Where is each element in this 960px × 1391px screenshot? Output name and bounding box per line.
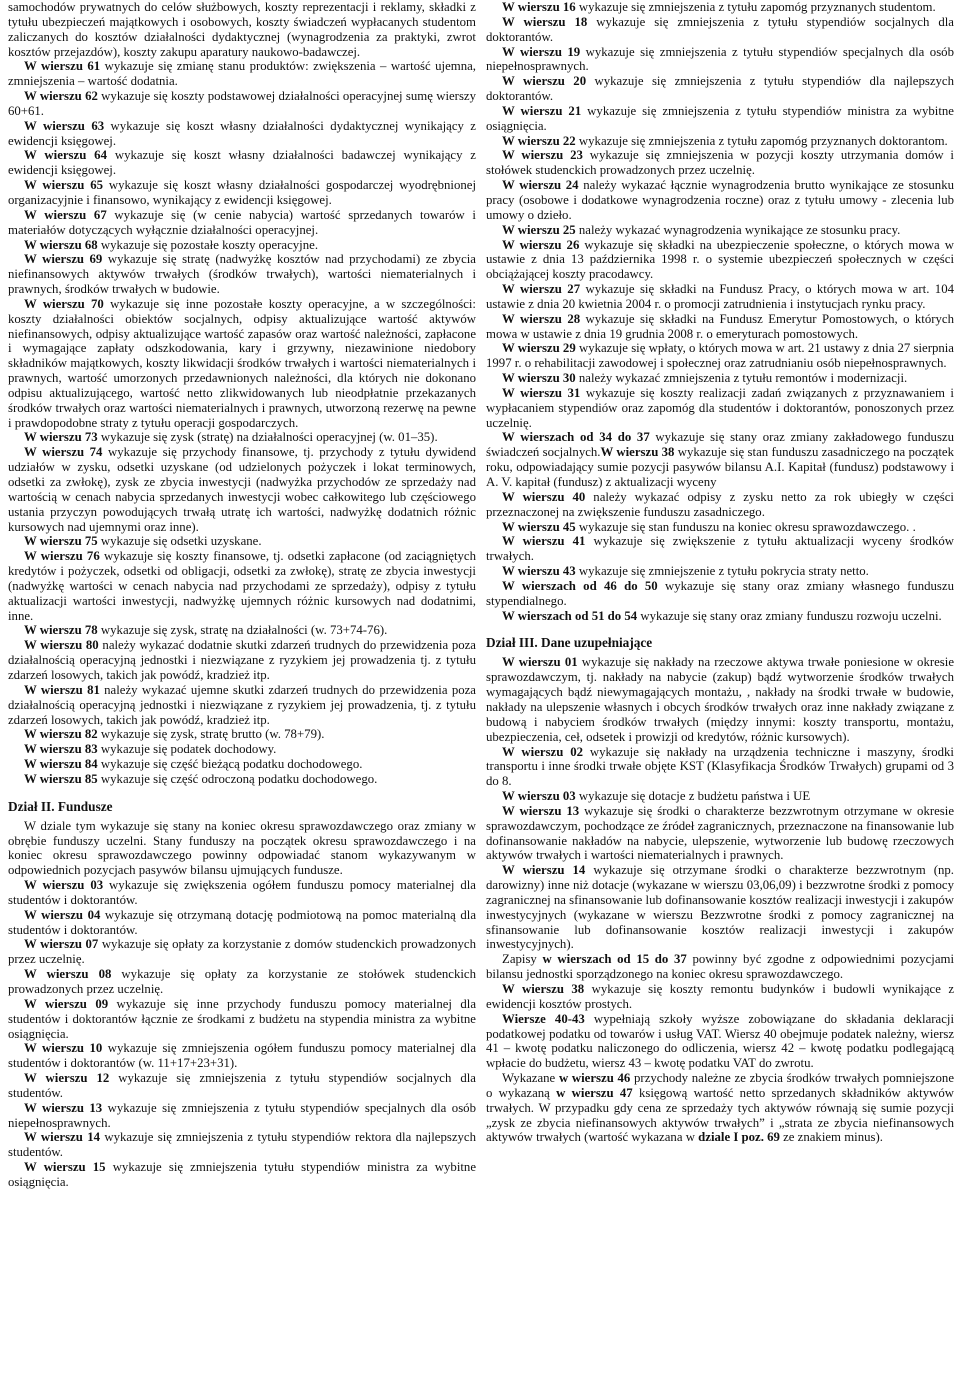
- paragraph: [8, 1160, 476, 1190]
- row-reference: W wierszu 24: [502, 178, 579, 193]
- row-reference: Wiersze 40-43: [502, 1011, 585, 1026]
- row-reference: W wierszu 28: [502, 311, 581, 326]
- paragraph-text: wykazuje się otrzymane środki o charakterze bezzwrotnym (np. darowizny) inne niż dotacje (wykazane w wierszu 03,06,09) i bezzwrotne środki z pomocy zagranicznej na sfinansowanie lub dofinansowanie kosztów realizacji inwestycji i zakupów inwestycyjnych (wykazane w wierszu Bezzwrotne środki z pomocy zagranicznej na sfinansowanie lub dofinansowanie kosztów realizacji inwestycji i zakupów inwestycyjnych).: [486, 863, 954, 952]
- paragraph: [486, 745, 954, 790]
- paragraph-text: wykazuje się wpłaty, o których mowa w art. 21 ustawy z dnia 27 sierpnia 1997 r. o rehabilitacji zawodowej i społecznej oraz zatrudnianiu osób niepełnosprawnych.: [486, 341, 954, 371]
- paragraph-text: Wykazane: [502, 1071, 559, 1086]
- paragraph-text: wykazuje się zmniejszenia w pozycji koszty utrzymania domów i stołówek studenckich prowadzonych przez uczelnię.: [486, 148, 954, 178]
- paragraph: [486, 789, 954, 804]
- row-reference: W wierszu 68: [24, 237, 98, 252]
- row-reference: W wierszu 13: [24, 1100, 103, 1115]
- paragraph: [486, 223, 954, 238]
- paragraph-text: wykazuje się (w cenie nabycia) wartość sprzedanych towarów i materiałów dotyczących wyłącznie działalności operacyjnej.: [8, 207, 476, 237]
- paragraph-text: wykazuje się stany oraz zmiany zakładowego funduszu świadczeń socjalnych.: [486, 430, 954, 460]
- paragraph: [8, 997, 476, 1042]
- paragraph: [8, 819, 476, 878]
- paragraph: [486, 178, 954, 223]
- row-reference: W wierszu 40: [502, 489, 586, 504]
- two-column-layout: [8, 0, 954, 1190]
- paragraph: [486, 804, 954, 863]
- paragraph-text: wykazuje się stan funduszu zasadniczego na początek roku, odpowiadający sumie pozycji pasywów bilansu A.I. Kapitał (fundusz) podstawowy i A. V. kapitał (fundusz) z aktualizacji wyceny: [486, 445, 954, 489]
- row-reference: W wierszu 03: [24, 878, 104, 893]
- row-reference: W wierszu 69: [24, 252, 103, 267]
- paragraph-text: księgową wartość netto sprzedanych składników aktywów trwałych. W przypadku gdy cena ze sprzedaży tych aktywów równają się sumie pozycji „zysk ze zbycia niefinansowych aktywów trwałych” i „strata ze zbycia niefinansowych aktywów trwałych (wartość wykazana w: [486, 1085, 954, 1145]
- row-reference: W wierszu 03: [502, 789, 576, 804]
- row-reference: W wierszu 78: [24, 623, 98, 638]
- paragraph: [486, 534, 954, 564]
- paragraph: [486, 282, 954, 312]
- paragraph: [8, 1071, 476, 1101]
- paragraph: [486, 490, 954, 520]
- paragraph: [486, 148, 954, 178]
- paragraph: [486, 982, 954, 1012]
- paragraph-text: wykazuje się zwiększenie z tytułu aktualizacji wyceny środków trwałych.: [486, 534, 954, 564]
- paragraph-text: wykazuje się koszt własny działalności gospodarczej wyodrębnionej organizacyjnie i finansowo, wynikający z ewidencji księgowej.: [8, 178, 476, 207]
- row-reference: W wierszu 82: [24, 727, 98, 742]
- row-reference: dziale I poz. 69: [698, 1130, 780, 1145]
- row-reference: W wierszu 76: [24, 549, 100, 564]
- paragraph-text: wykazuje się zmniejszenia z tytułu stypendiów rektora dla najlepszych studentów.: [8, 1130, 476, 1160]
- paragraph-text: wykazuje się część bieżącą podatku dochodowego.: [97, 757, 363, 772]
- paragraph: [8, 1130, 476, 1160]
- paragraph: [8, 937, 476, 967]
- paragraph-text: wykazuje się koszty finansowe, tj. odsetki zapłacone (od zaciągniętych kredytów i pożyczek, odsetki od obligacji, odsetki za zwłokę), stratę ze zbycia inwestycji (nadwyżkę wartości w cenach nabycia nad przychodami ze sprzedaży), odpisy z tytułu aktualizacji wartości inwestycji, nadwyżkę ujemnych różnic kursowych nad dodatnimi, inne.: [8, 549, 476, 623]
- paragraph-text: wykazuje się zmniejszenia z tytułu stypendiów socjalnych dla doktorantów.: [486, 14, 954, 44]
- paragraph: [8, 549, 476, 623]
- row-reference: W wierszu 80: [24, 638, 99, 653]
- paragraph-text: wykazuje się koszt własny działalności dydaktycznej wynikający z ewidencji księgowej.: [8, 118, 476, 148]
- paragraph-text: wykazuje się środki o charakterze bezzwrotnym otrzymane w okresie sprawozdawczym, pochodzące ze źródeł zagranicznych, przeznaczone na finansowanie lub dofinansowanie nakładów na nabycie, ulepszenie, wytworzenie lub budowę rzeczowych aktywów trwałych i wartości niematerialnych i prawnych.: [486, 803, 954, 863]
- paragraph: [8, 772, 476, 787]
- row-reference: W wierszu 29: [502, 341, 576, 356]
- row-reference: W wierszu 41: [502, 534, 586, 549]
- row-reference: W wierszu 81: [24, 682, 100, 697]
- paragraph-text: wykazuje się zmniejszenia z tytułu zapomóg przyznanych doktorantom.: [575, 133, 948, 148]
- row-reference: W wierszu 25: [502, 222, 576, 237]
- row-reference: W wierszu 63: [24, 118, 105, 133]
- paragraph-text: samochodów prywatnych do celów służbowych, koszty reprezentacji i reklamy, składki z tytułu ubezpieczeń majątkowych i osobowych, koszty świadczeń wypłacanych studentom zaliczanych do kosztów działalności dydaktycznej (wynagrodzenia za praktyki, zwrot kosztów przejazdów), koszty zakupu aparatury naukowo-badawczej.: [8, 0, 476, 59]
- row-reference: W wierszu 61: [24, 59, 101, 74]
- row-reference: W wierszu 19: [502, 44, 581, 59]
- paragraph: [486, 341, 954, 371]
- paragraph: [486, 430, 954, 489]
- paragraph: [486, 371, 954, 386]
- paragraph-text: W dziale tym wykazuje się stany na koniec okresu sprawozdawczego oraz zmiany w obrębie funduszy uczelni. Stany funduszy na początek okresu sprawozdawczego i na koniec okresu sprawozdawczego powinny odpowiadać stanom wykazywanym w odpowiednich pozycjach pasywów bilansu ujmujących fundusze.: [8, 818, 476, 878]
- row-reference: W wierszu 30: [502, 371, 576, 386]
- paragraph: [8, 908, 476, 938]
- row-reference: W wierszu 65: [24, 178, 104, 193]
- row-reference: W wierszu 16: [502, 0, 576, 14]
- paragraph-text: wykazuje się stany oraz zmiany własnego funduszu stypendialnego.: [486, 578, 954, 608]
- row-reference: W wierszu 73: [24, 430, 98, 445]
- row-reference: W wierszu 75: [24, 534, 98, 549]
- paragraph: [8, 638, 476, 683]
- paragraph-text: wykazuje się zmniejszenia tytułu stypendiów ministra za wybitne osiągnięcia.: [8, 1160, 477, 1189]
- paragraph: [486, 655, 954, 744]
- paragraph: [486, 564, 954, 579]
- paragraph-text: wykazuje się zmniejszenia z tytułu stypendiów specjalnych dla osób niepełnosprawnych.: [8, 1100, 476, 1130]
- row-reference: W wierszu 04: [24, 907, 101, 922]
- row-reference: W wierszu 21: [502, 103, 582, 118]
- paragraph: [8, 89, 476, 119]
- paragraph-text: wykazuje się zmniejszenia z tytułu zapomóg przyznanych studentom.: [575, 0, 936, 14]
- row-reference: W wierszach od 34 do 37: [502, 430, 650, 445]
- row-reference: W wierszu 08: [24, 967, 112, 982]
- row-reference: W wierszu 43: [502, 564, 576, 579]
- paragraph-text: wykazuje się zysk, stratę brutto (w. 78+79).: [97, 727, 325, 742]
- paragraph: [8, 0, 476, 59]
- row-reference: W wierszu 13: [502, 803, 580, 818]
- row-reference: W wierszu 31: [502, 385, 581, 400]
- paragraph-text: wykazuje się dotacje z budżetu państwa i UE: [575, 789, 811, 804]
- paragraph: [8, 445, 476, 534]
- paragraph: [486, 238, 954, 283]
- paragraph-text: wykazuje się otrzymaną dotację podmiotową na pomoc materialną dla studentów i doktorantów.: [8, 907, 476, 937]
- paragraph-text: wykazuje się zmniejszenie z tytułu pokrycia straty netto.: [575, 564, 869, 579]
- row-reference: W wierszu 45: [502, 519, 576, 534]
- row-reference: W wierszu 84: [24, 757, 98, 772]
- row-reference: W wierszu 27: [502, 282, 581, 297]
- paragraph: [486, 520, 954, 535]
- paragraph-text: ze znakiem minus).: [779, 1130, 883, 1145]
- paragraph: [486, 579, 954, 609]
- row-reference: W wierszu 07: [24, 937, 99, 952]
- paragraph: [8, 297, 476, 431]
- row-reference: W wierszu 38: [600, 445, 675, 460]
- row-reference: W wierszu 02: [502, 744, 583, 759]
- paragraph: [8, 1041, 476, 1071]
- paragraph: [486, 74, 954, 104]
- paragraph-text: należy wykazać dodatnie skutki zdarzeń trudnych do przewidzenia poza działalnością operacyjną jednostki i niezwiązane z ryzykiem jej prowadzenia tj. z tytułu zdarzeń losowych, takich jak powódź, kradzież itp.: [8, 638, 476, 682]
- row-reference: W wierszu 20: [502, 74, 587, 89]
- paragraph: [486, 1071, 954, 1145]
- paragraph-text: należy wykazać zmniejszenia z tytułu remontów i modernizacji.: [575, 371, 908, 386]
- row-reference: W wierszu 67: [24, 207, 107, 222]
- paragraph: [486, 386, 954, 431]
- row-reference: W wierszu 26: [502, 237, 580, 252]
- row-reference: W wierszach od 46 do 50: [502, 578, 658, 593]
- paragraph-text: wykazuje się zysk (stratę) na działalności operacyjnej (w. 01–35).: [97, 430, 438, 445]
- paragraph-text: wykazuje się pozostałe koszty operacyjne.: [97, 237, 319, 252]
- paragraph-text: wykazuje się zmianę stanu produktów: zwiększenia – wartość ujemna, zmniejszenia – wartość dodatnia.: [8, 59, 476, 89]
- paragraph: [8, 119, 476, 149]
- row-reference: W wierszu 10: [24, 1041, 103, 1056]
- section-heading: Dział III. Dane uzupełniające: [486, 635, 653, 651]
- paragraph: [8, 59, 476, 89]
- paragraph-text: Zapisy: [502, 952, 543, 967]
- paragraph-text: wykazuje się przychody finansowe, tj. przychody z tytułu dywidend udziałów w zysku, odsetki uzyskane (od udzielonych pożyczek i lokat terminowych, odsetki za zwłokę), zysk ze zbycia inwestycji (nadwyżka przychodów ze sprzedaży nad wartością w cenach nabycia sprzedanych inwestycji wobec całkowitego lub częściowego ustania przyczyn powodujących trwałą utratę ich wartości, nadwyżkę dodatnich różnic kursowych nad ujemnymi oraz inne).: [8, 445, 476, 534]
- paragraph-text: wykazuje się koszt własny działalności badawczej wynikający z ewidencji księgowej.: [8, 148, 476, 178]
- paragraph: [8, 623, 476, 638]
- row-reference: W wierszach od 51 do 54: [502, 608, 638, 623]
- paragraph: [486, 134, 954, 149]
- row-reference: W wierszu 18: [502, 14, 588, 29]
- paragraph-text: wykazuje się inne pozostałe koszty operacyjne, a w szczególności: koszty działalności obiektów socjalnych, odpisy aktualizujące wartość aktywów niefinansowych, odpisy aktualizujące wartość zapasów oraz wartość należności, zapłacone i wymagające zapłaty odszkodowania, kary i grzywny, niezawinione niedobory składników majątkowych, koszty likwidacji środków trwałych i wartości niematerialnych i prawnych, wartość umorzonych przedawnionych należności, dla których nie dokonano odpisu aktualizującego, wartość netto zlikwidowanych lub nieodpłatnie przekazanych środków trwałych oraz wartości niematerialnych i prawnych, utworzoną rezerwę na pewne i prawdopodobne straty z tytułu operacji gospodarczych.: [8, 296, 476, 430]
- paragraph-text: wykazuje się podatek dochodowy.: [97, 742, 277, 757]
- paragraph-text: wykazuje się opłaty za korzystanie ze stołówek studenckich prowadzonych przez uczelnię.: [8, 967, 476, 996]
- section-heading: Dział II. Fundusze: [8, 798, 113, 814]
- row-reference: W wierszu 38: [502, 982, 585, 996]
- row-reference: W wierszu 74: [24, 445, 103, 460]
- paragraph: [8, 534, 476, 549]
- right-column: [486, 0, 954, 1190]
- paragraph: [8, 252, 476, 297]
- paragraph-text: wykazuje się zmniejszenia z tytułu stypendiów socjalnych dla studentów.: [8, 1071, 476, 1100]
- paragraph-text: należy wykazać łącznie wynagrodzenia brutto wynikające ze stosunku pracy (osobowe i dodatkowe wynagrodzenia roczne) oraz z tytułu umowy - zlecenia lub umowy o dzieło.: [486, 178, 954, 222]
- left-column: [8, 0, 476, 1190]
- row-reference: W wierszu 22: [502, 133, 576, 148]
- row-reference: W wierszu 85: [24, 771, 98, 786]
- row-reference: w wierszu 47: [556, 1085, 633, 1100]
- row-reference: w wierszach od 15 do 37: [542, 952, 687, 967]
- paragraph-text: należy wykazać wynagrodzenia wynikające ze stosunku pracy.: [575, 222, 901, 237]
- paragraph-text: wykazuje się inne przychody funduszu pomocy materialnej dla studentów i doktorantów łącznie ze środkami z budżetu na stypendia ministra za wybitne osiągnięcia.: [8, 996, 477, 1041]
- paragraph: [486, 863, 954, 952]
- paragraph: [8, 967, 476, 997]
- paragraph-text: wykazuje się odsetki uzyskane.: [97, 534, 262, 549]
- row-reference: w wierszu 46: [558, 1071, 631, 1086]
- paragraph: [8, 1101, 476, 1131]
- row-reference: W wierszu 14: [502, 863, 586, 878]
- paragraph-text: wykazuje się nakłady na rzeczowe aktywa trwałe poniesione w okresie sprawozdawczym, tj. nakłady na nabycie (zakup) bądź wytworzenie środków trwałych wymagających bądź niewymagających montażu, , nakłady na środki trwałe w budowie, nakłady na ulepszenie własnych i obcych środków trwałych oraz inne nakłady związane z budową i nabyciem środków trwałych (między innymi: koszty transportu, montażu, ubezpieczenia, ceł, odsetek i prowizji od kredytów, różnic kursowych).: [486, 655, 954, 744]
- paragraph-text: wykazuje się zysk, stratę na działalności (w. 73+74-76).: [97, 623, 388, 638]
- paragraph: [486, 1012, 954, 1071]
- paragraph: [8, 727, 476, 742]
- row-reference: W wierszu 23: [502, 148, 583, 163]
- paragraph-text: wykazuje się opłaty za korzystanie z domów studenckich prowadzonych przez uczelnię.: [8, 937, 476, 967]
- row-reference: W wierszu 14: [24, 1130, 100, 1145]
- paragraph-text: wykazuje się stratę (nadwyżkę kosztów nad przychodami) ze zbycia niefinansowych aktywów trwałych (środków trwałych), wartości niematerialnych i prawnych, środków trwałych w budowie.: [8, 252, 476, 297]
- row-reference: W wierszu 64: [24, 148, 107, 163]
- paragraph-text: wykazuje się koszty podstawowej działalności operacyjnej sumę wierszy 60+61.: [8, 89, 477, 118]
- paragraph-text: wykazuje się zmniejszenia z tytułu stypendiów ministra za wybitne osiągnięcia.: [486, 103, 954, 133]
- paragraph-text: należy wykazać odpisy z zysku netto za rok ubiegły w części przeznaczonej na zwiększenie funduszu zasadniczego.: [486, 489, 954, 519]
- row-reference: W wierszu 09: [24, 996, 109, 1011]
- paragraph-text: wykazuje się stany oraz zmiany funduszu rozwoju uczelni.: [637, 608, 942, 623]
- paragraph-text: wykazuje się nakłady na urządzenia techniczne i maszyny, środki transportu i inne środki trwałe objęte KST (Klasyfikacja Środków Trwałych) grupami od 3 do 8.: [486, 744, 954, 789]
- row-reference: W wierszu 62: [24, 89, 98, 104]
- row-reference: W wierszu 15: [24, 1160, 106, 1175]
- paragraph: [8, 683, 476, 728]
- paragraph-text: wykazuje się zmniejszenia ogółem funduszu pomocy materialnej dla studentów i doktorantów (w. 11+17+23+31).: [8, 1041, 476, 1071]
- paragraph: [8, 178, 476, 208]
- paragraph: [486, 0, 954, 15]
- paragraph-text: wykazuje się zmniejszenia z tytułu stypendiów specjalnych dla osób niepełnosprawnych.: [486, 44, 954, 74]
- row-reference: W wierszu 01: [502, 655, 578, 670]
- paragraph-text: wykazuje się koszty realizacji zadań związanych z przyznawaniem i wypłacaniem stypendiów oraz zapomóg dla studentów i doktorantów, ponoszonych przez uczelnię.: [486, 385, 954, 430]
- paragraph: [8, 208, 476, 238]
- paragraph-text: wykazuje się zmniejszenia z tytułu stypendiów dla najlepszych doktorantów.: [486, 74, 954, 104]
- paragraph: [486, 104, 954, 134]
- paragraph-text: wykazuje się składki na ubezpieczenie społeczne, o których mowa w ustawie z dnia 13 października 1998 r. o systemie ubezpieczeń społecznych w części obciążającej koszty pracodawcy.: [486, 237, 954, 282]
- paragraph: [486, 609, 954, 624]
- paragraph: [8, 878, 476, 908]
- paragraph-text: wykazuje się część odroczoną podatku dochodowego.: [97, 771, 378, 786]
- paragraph-text: wykazuje się stan funduszu na koniec okresu sprawozdawczego. .: [575, 519, 916, 534]
- paragraph: [8, 238, 476, 253]
- paragraph-text: wypełniają szkoły wyższe zobowiązane do składania deklaracji podatkowej podatku od towarów i usług VAT. Wiersz 40 obejmuje podatek należny, wiersz 41 – kwotę podatku naliczonego do odliczenia, wiersz 42 – kwotę podatku podlegającą wpłacie do budżetu, wiersz 43 – kwotę podatku VAT do zwrotu.: [486, 1011, 955, 1071]
- paragraph-text: wykazuje się składki na Fundusz Pracy, o których mowa w art. 104 ustawie z dnia 20 kwietnia 2004 r. o promocji zatrudnienia i instytucjach rynku pracy.: [486, 282, 954, 311]
- paragraph-text: wykazuje się koszty remontu budynków i budowli wynikające z ewidencji kosztów prostych.: [486, 982, 955, 1011]
- row-reference: W wierszu 70: [24, 296, 104, 311]
- paragraph: [486, 15, 954, 45]
- paragraph: [8, 430, 476, 445]
- paragraph-text: należy wykazać ujemne skutki zdarzeń trudnych do przewidzenia poza działalnością operacyjną jednostki i niezwiązane z ryzykiem jej prowadzenia, tj. z tytułu zdarzeń losowych, takich jak powódź, kradzież itp.: [8, 682, 476, 727]
- paragraph: [486, 312, 954, 342]
- paragraph-text: przychody należne ze zbycia środków trwałych pomniejszone o wykazaną: [486, 1071, 955, 1100]
- paragraph-text: powinny być zgodne z odpowiednimi pozycjami bilansu jednostki sporządzonego na koniec okresu sprawozdawczego.: [486, 952, 955, 982]
- paragraph: [8, 148, 476, 178]
- paragraph-text: wykazuje się składki na Fundusz Emerytur Pomostowych, o których mowa w ustawie z dnia 19 grudnia 2008 r. o emeryturach pomostowych.: [486, 311, 954, 341]
- paragraph: [486, 952, 954, 982]
- paragraph-text: wykazuje się zwiększenia ogółem funduszu pomocy materialnej dla studentów i doktorantów.: [8, 878, 476, 907]
- paragraph: [8, 757, 476, 772]
- row-reference: W wierszu 83: [24, 742, 98, 757]
- row-reference: W wierszu 12: [24, 1071, 110, 1086]
- paragraph: [486, 45, 954, 75]
- paragraph: [8, 742, 476, 757]
